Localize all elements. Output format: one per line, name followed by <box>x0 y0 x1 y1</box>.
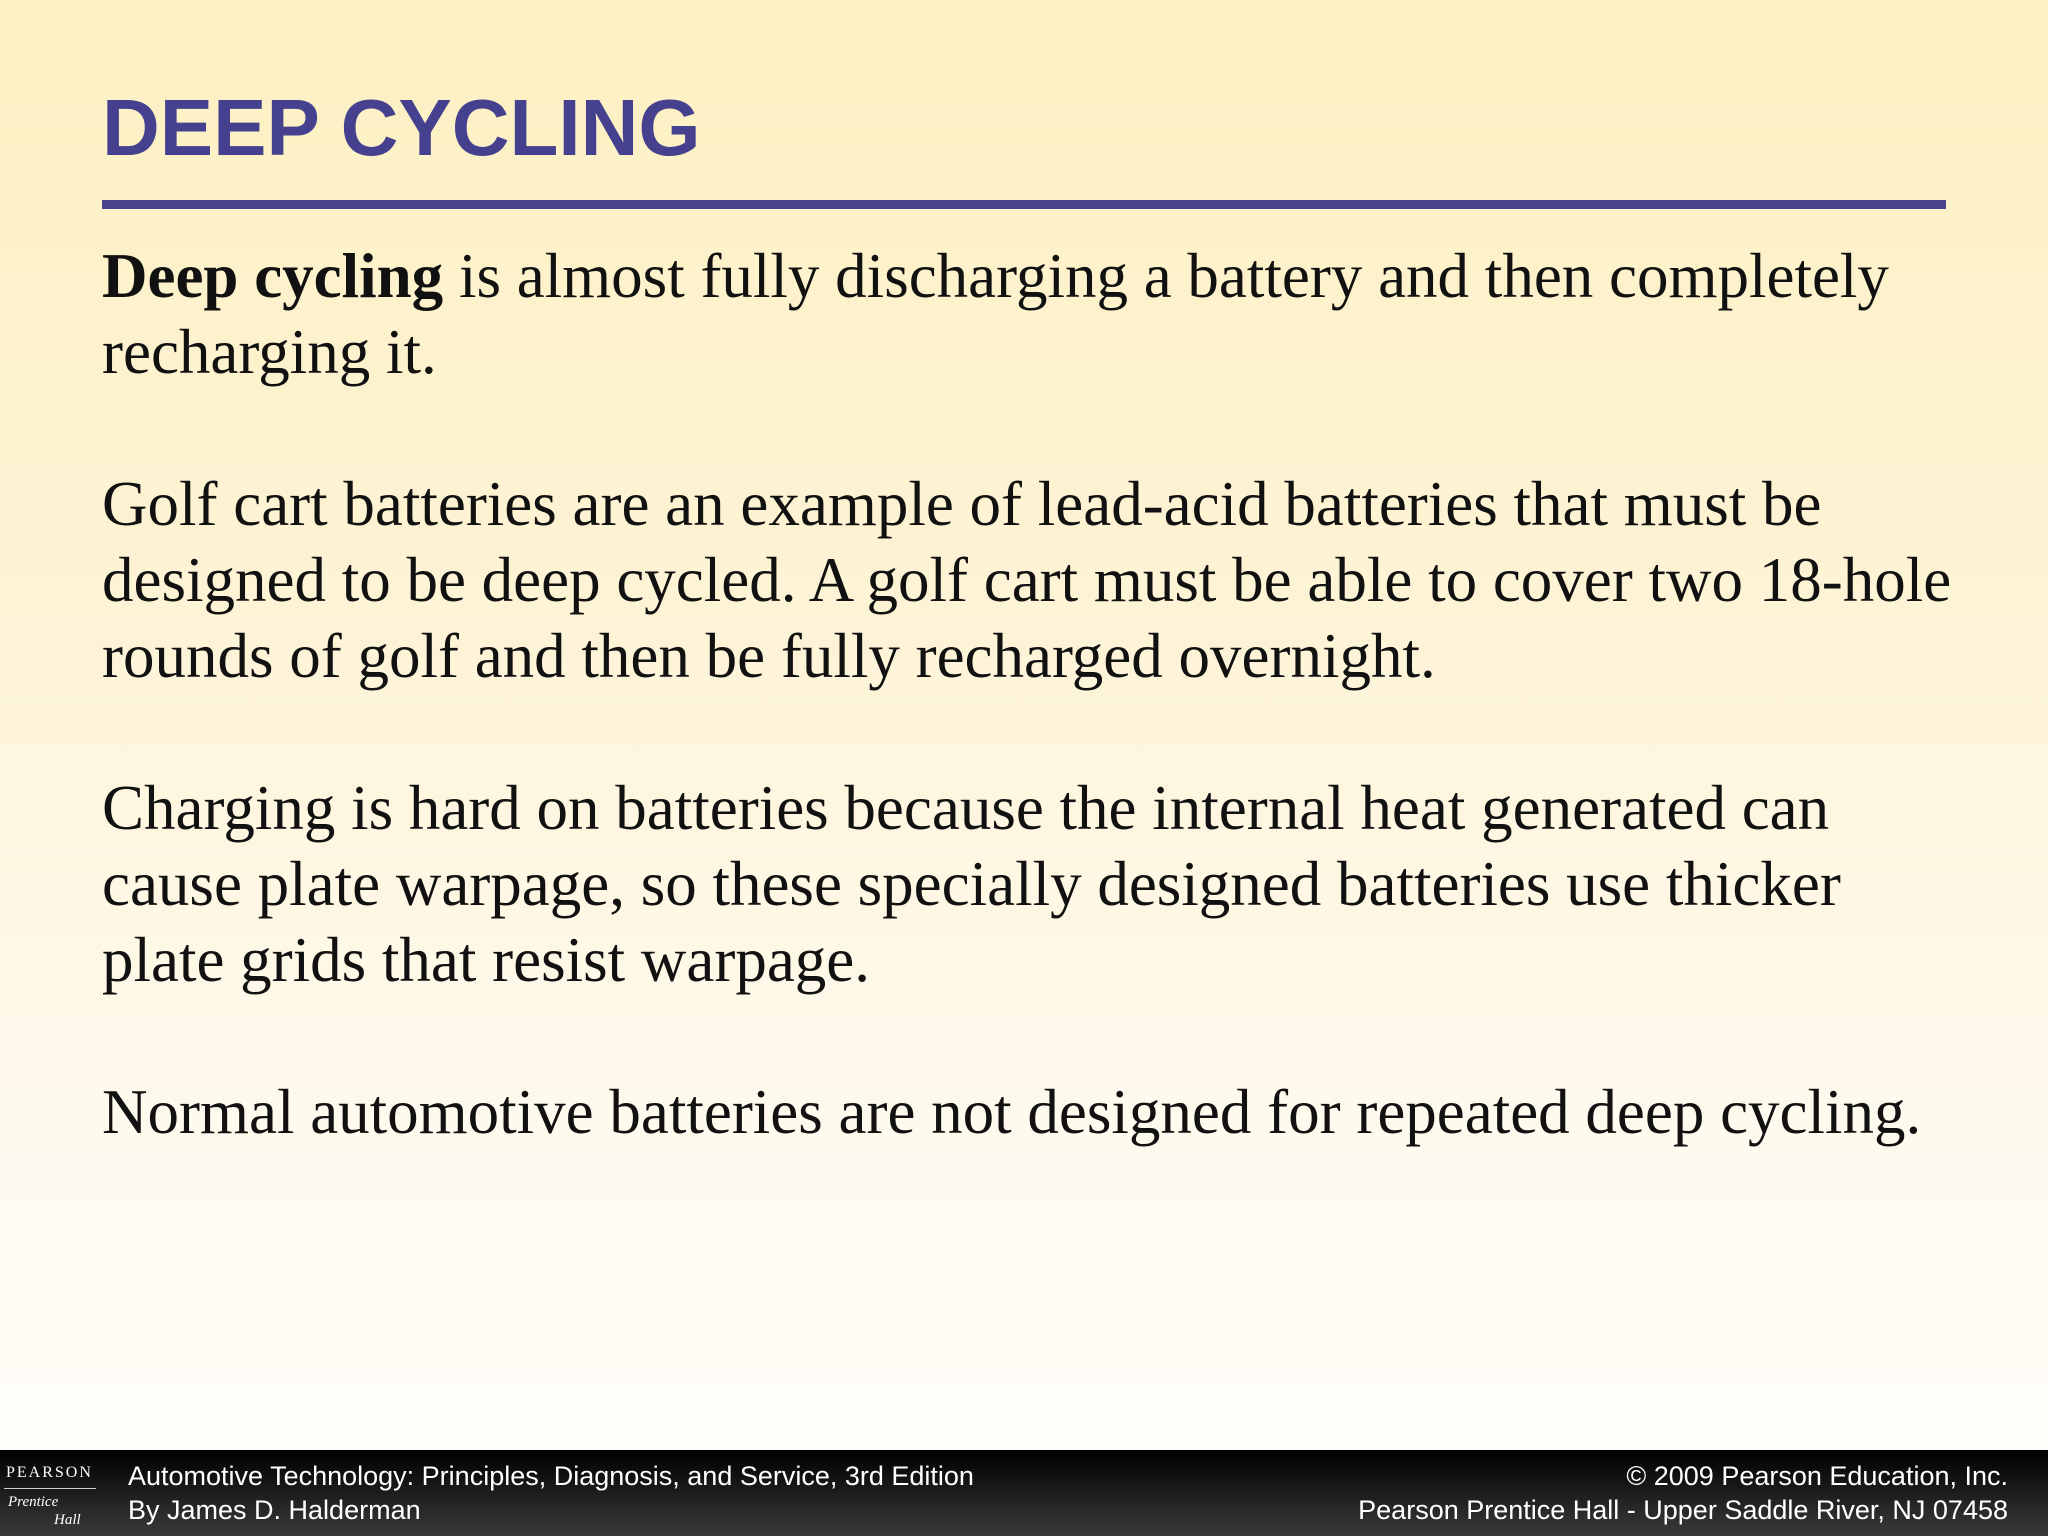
paragraph-charging: Charging is hard on batteries because the internal heat generated can cause plate warpage, so these specially designed batteries use thicker plate grids that resist warpage. <box>102 773 1841 995</box>
footer-author: By James D. Halderman <box>128 1495 421 1525</box>
slide-title: DEEP CYCLING <box>102 83 701 172</box>
title-divider <box>102 200 1946 209</box>
logo-wordmark: PEARSON <box>6 1464 93 1481</box>
pearson-prentice-hall-logo <box>0 1450 100 1536</box>
slide-body <box>102 238 1962 1226</box>
footer-publisher: Pearson Prentice Hall - Upper Saddle River, NJ 07458 <box>1358 1495 2008 1525</box>
logo-subtitle-hall: Hall <box>54 1512 81 1528</box>
footer-bar <box>0 1450 2048 1536</box>
footer-book-title: Automotive Technology: Principles, Diagnosis, and Service, 3rd Edition <box>128 1461 974 1491</box>
paragraph-definition <box>102 238 1962 390</box>
definition-text: is almost fully discharging a battery and then completely recharging it. <box>102 241 1889 387</box>
definition-term: Deep cycling <box>102 241 444 311</box>
logo-divider <box>4 1488 96 1489</box>
paragraph-golf-cart: Golf cart batteries are an example of lead-acid batteries that must be designed to be deep cycled. A golf cart must be able to cover two 18-hole rounds of golf and then be fully recharged overnight. <box>102 469 1952 691</box>
paragraph-automotive: Normal automotive batteries are not designed for repeated deep cycling. <box>102 1077 1922 1147</box>
logo-subtitle-prentice: Prentice <box>8 1494 59 1510</box>
footer-copyright: © 2009 Pearson Education, Inc. <box>1626 1461 2008 1491</box>
